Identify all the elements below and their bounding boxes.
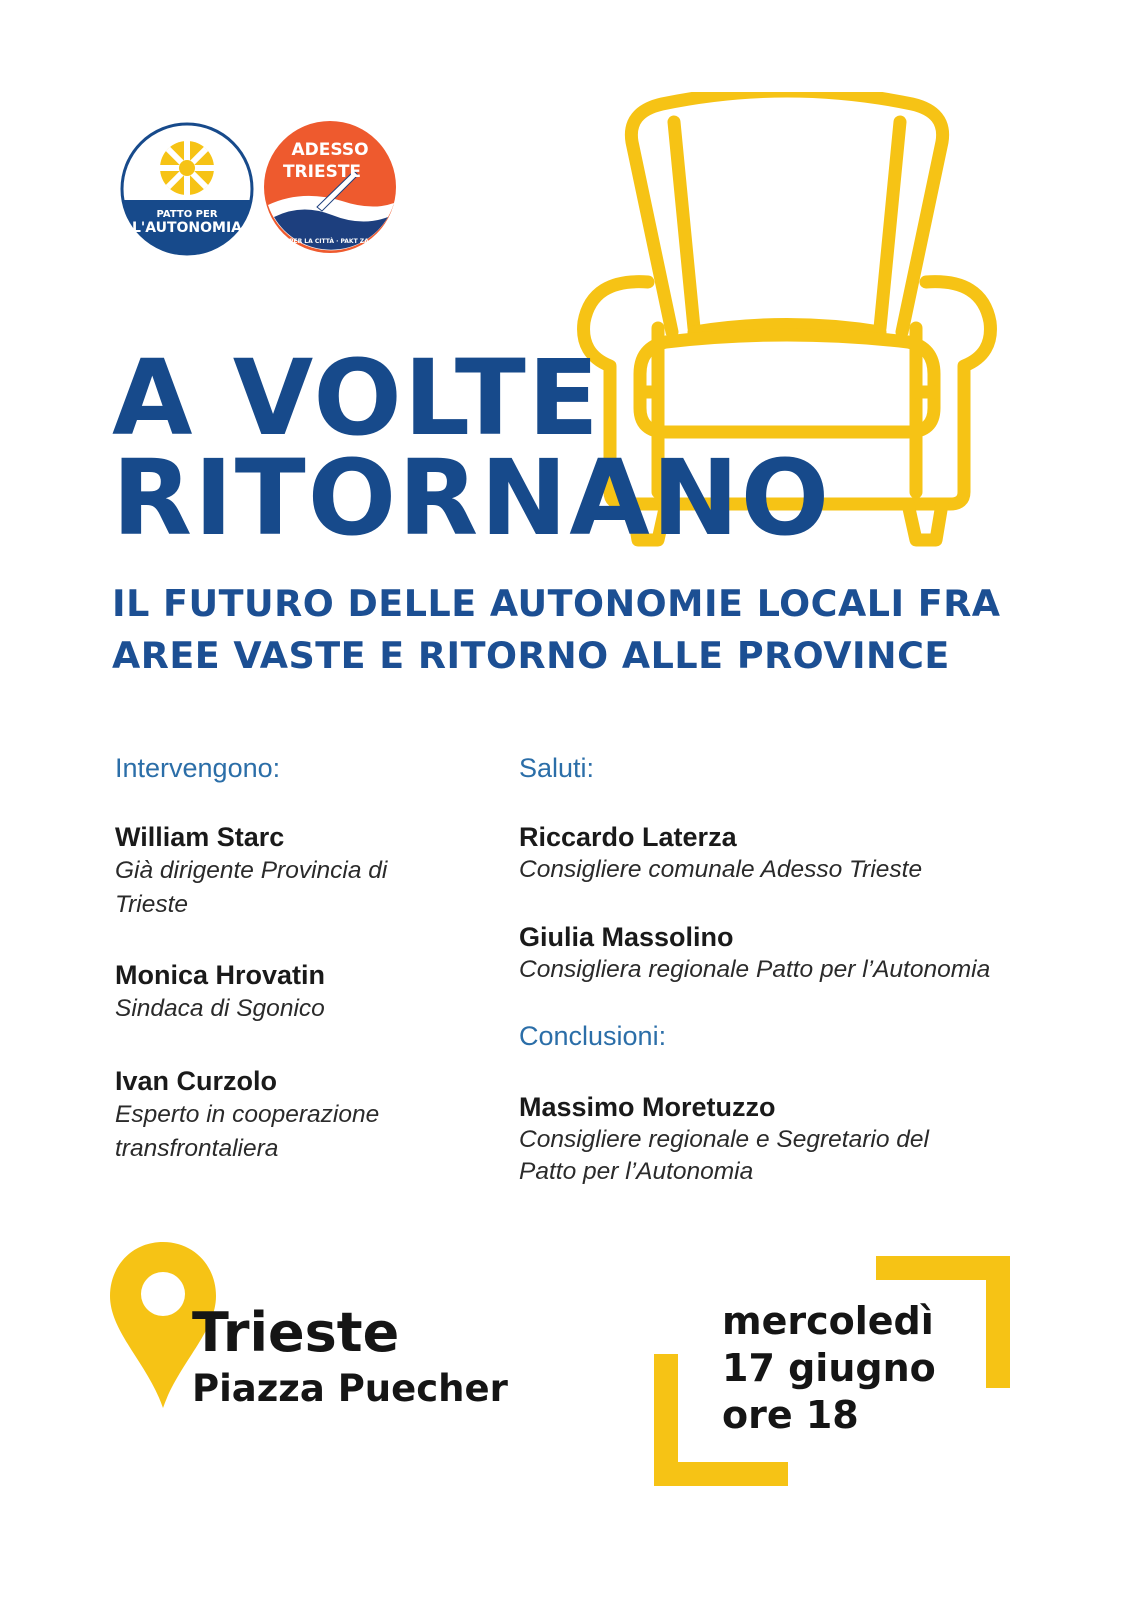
event-date (722, 1298, 936, 1439)
speaker-role: Trieste (115, 891, 189, 918)
conclusioni-label: Conclusioni: (519, 1021, 667, 1051)
speaker-role: Consigliera regionale Patto per l’Autonomia (519, 956, 991, 983)
event-day: mercoledì (722, 1299, 934, 1343)
speaker-name: Massimo Moretuzzo (519, 1092, 776, 1122)
title-line-2: RITORNANO (112, 437, 832, 559)
page-title (112, 337, 832, 559)
speaker-card (519, 1090, 1079, 1188)
event-time: ore 18 (722, 1393, 859, 1437)
svg-text:TRIESTE: TRIESTE (282, 162, 362, 182)
svg-text:ADESSO: ADESSO (291, 140, 369, 160)
svg-text:L'AUTONOMIA: L'AUTONOMIA (131, 220, 243, 236)
adesso-trieste-logo (262, 119, 398, 255)
speaker-role: Consigliere regionale e Segretario del (519, 1126, 929, 1153)
speaker-role: transfrontaliera (115, 1135, 279, 1162)
event-date-text: 17 giugno (722, 1346, 936, 1390)
speaker-role: Già dirigente Provincia di (115, 857, 388, 884)
page-subtitle (112, 578, 1001, 682)
subtitle-line-2: AREE VASTE E RITORNO ALLE PROVINCE (112, 634, 950, 677)
svg-text:PATTO PER: PATTO PER (156, 209, 218, 220)
speaker-role: Esperto in cooperazione (115, 1101, 380, 1128)
speaker-name: Giulia Massolino (519, 922, 734, 952)
speaker-role: Sindaca di Sgonico (115, 995, 325, 1022)
intervengono-label: Intervengono: (115, 753, 281, 783)
location-city: Trieste (192, 1301, 400, 1364)
speaker-name: William Starc (115, 822, 285, 852)
title-line-1: A VOLTE (112, 337, 601, 459)
location-place: Piazza Puecher (192, 1367, 508, 1410)
svg-text:PATTO PER LA CITTÀ · PAKT ZA M: PATTO PER LA CITTÀ · PAKT ZA MESTO (265, 238, 395, 245)
speaker-role: Consigliere comunale Adesso Trieste (519, 856, 923, 883)
speaker-card (115, 1064, 495, 1166)
saluti-section (519, 752, 1079, 1188)
speaker-card (115, 958, 495, 1026)
speaker-card (115, 820, 495, 922)
speaker-card (519, 920, 1079, 986)
speaker-card (519, 820, 1079, 886)
speaker-name: Ivan Curzolo (115, 1066, 278, 1096)
speaker-role: Patto per l’Autonomia (519, 1158, 754, 1185)
subtitle-line-1: IL FUTURO DELLE AUTONOMIE LOCALI FRA (112, 582, 1001, 625)
saluti-label: Saluti: (519, 753, 595, 783)
speaker-name: Riccardo Laterza (519, 822, 737, 852)
speaker-name: Monica Hrovatin (115, 960, 326, 990)
patto-per-autonomia-logo (120, 122, 254, 256)
intervengono-section (115, 752, 495, 1166)
